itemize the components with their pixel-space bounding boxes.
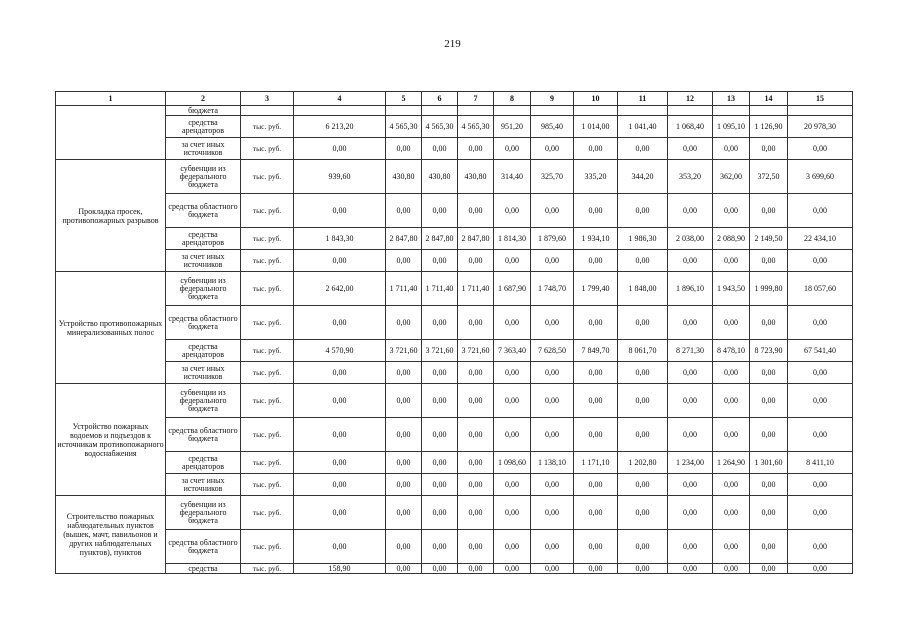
column-header-9: 9 bbox=[531, 92, 574, 106]
value-cell: 0,00 bbox=[294, 496, 386, 530]
value-cell: 0,00 bbox=[494, 250, 531, 272]
value-cell: 344,20 bbox=[618, 160, 668, 194]
value-cell: 0,00 bbox=[618, 384, 668, 418]
value-cell: 0,00 bbox=[668, 362, 713, 384]
value-cell: 430,80 bbox=[422, 160, 458, 194]
value-cell: 0,00 bbox=[788, 362, 853, 384]
value-cell: 1 202,80 bbox=[618, 452, 668, 474]
unit-cell: тыс. руб. bbox=[241, 228, 294, 250]
value-cell: 0,00 bbox=[618, 496, 668, 530]
value-cell: 0,00 bbox=[713, 564, 750, 574]
value-cell: 0,00 bbox=[458, 384, 494, 418]
table-row bbox=[56, 340, 853, 362]
value-cell: 1 014,00 bbox=[574, 116, 618, 138]
value-cell: 1 711,40 bbox=[386, 272, 422, 306]
value-cell: 1 843,30 bbox=[294, 228, 386, 250]
value-cell: 0,00 bbox=[386, 564, 422, 574]
value-cell: 0,00 bbox=[788, 250, 853, 272]
value-cell: 18 057,60 bbox=[788, 272, 853, 306]
value-cell: 1 999,80 bbox=[750, 272, 788, 306]
table-row bbox=[56, 228, 853, 250]
value-cell bbox=[574, 106, 618, 116]
value-cell: 1 711,40 bbox=[458, 272, 494, 306]
value-cell: 6 213,20 bbox=[294, 116, 386, 138]
value-cell: 3 721,60 bbox=[458, 340, 494, 362]
value-cell: 1 986,30 bbox=[618, 228, 668, 250]
value-cell: 985,40 bbox=[531, 116, 574, 138]
funding-source: субвенции из федерального бюджета bbox=[166, 272, 241, 306]
value-cell: 0,00 bbox=[494, 496, 531, 530]
activity-name bbox=[56, 106, 166, 160]
value-cell: 0,00 bbox=[668, 138, 713, 160]
value-cell: 8 723,90 bbox=[750, 340, 788, 362]
value-cell: 7 849,70 bbox=[574, 340, 618, 362]
value-cell: 0,00 bbox=[574, 306, 618, 340]
value-cell: 0,00 bbox=[574, 530, 618, 564]
table-row bbox=[56, 452, 853, 474]
value-cell: 0,00 bbox=[458, 306, 494, 340]
table-row bbox=[56, 160, 853, 194]
unit-cell: тыс. руб. bbox=[241, 362, 294, 384]
value-cell: 1 879,60 bbox=[531, 228, 574, 250]
value-cell: 0,00 bbox=[386, 474, 422, 496]
value-cell: 0,00 bbox=[494, 564, 531, 574]
value-cell: 1 687,90 bbox=[494, 272, 531, 306]
value-cell: 2 847,80 bbox=[422, 228, 458, 250]
funding-source: средства арендаторов bbox=[166, 228, 241, 250]
value-cell: 0,00 bbox=[574, 474, 618, 496]
value-cell bbox=[668, 106, 713, 116]
value-cell: 353,20 bbox=[668, 160, 713, 194]
value-cell: 335,20 bbox=[574, 160, 618, 194]
value-cell: 1 711,40 bbox=[422, 272, 458, 306]
value-cell: 0,00 bbox=[668, 530, 713, 564]
value-cell: 1 848,00 bbox=[618, 272, 668, 306]
table-row bbox=[56, 250, 853, 272]
table-row bbox=[56, 496, 853, 530]
value-cell: 0,00 bbox=[494, 530, 531, 564]
value-cell: 4 565,30 bbox=[386, 116, 422, 138]
value-cell: 0,00 bbox=[531, 564, 574, 574]
value-cell: 0,00 bbox=[574, 250, 618, 272]
value-cell: 0,00 bbox=[458, 362, 494, 384]
column-header-14: 14 bbox=[750, 92, 788, 106]
value-cell: 0,00 bbox=[422, 496, 458, 530]
table-row bbox=[56, 272, 853, 306]
value-cell: 0,00 bbox=[494, 306, 531, 340]
value-cell: 1 126,90 bbox=[750, 116, 788, 138]
value-cell: 0,00 bbox=[531, 418, 574, 452]
value-cell: 1 264,90 bbox=[713, 452, 750, 474]
value-cell: 1 934,10 bbox=[574, 228, 618, 250]
value-cell bbox=[422, 106, 458, 116]
value-cell: 7 363,40 bbox=[494, 340, 531, 362]
value-cell: 0,00 bbox=[531, 362, 574, 384]
value-cell: 362,00 bbox=[713, 160, 750, 194]
value-cell: 0,00 bbox=[574, 564, 618, 574]
value-cell: 0,00 bbox=[531, 138, 574, 160]
value-cell: 430,80 bbox=[386, 160, 422, 194]
value-cell: 0,00 bbox=[294, 418, 386, 452]
value-cell: 0,00 bbox=[294, 306, 386, 340]
value-cell: 0,00 bbox=[668, 306, 713, 340]
value-cell bbox=[750, 106, 788, 116]
value-cell: 0,00 bbox=[422, 194, 458, 228]
unit-cell: тыс. руб. bbox=[241, 384, 294, 418]
column-header-3: 3 bbox=[241, 92, 294, 106]
value-cell: 0,00 bbox=[713, 138, 750, 160]
column-header-11: 11 bbox=[618, 92, 668, 106]
value-cell: 0,00 bbox=[750, 250, 788, 272]
value-cell: 0,00 bbox=[713, 496, 750, 530]
unit-cell: тыс. руб. bbox=[241, 160, 294, 194]
value-cell: 0,00 bbox=[618, 564, 668, 574]
funding-source: за счет иных источников bbox=[166, 138, 241, 160]
value-cell: 0,00 bbox=[668, 194, 713, 228]
value-cell: 0,00 bbox=[713, 418, 750, 452]
value-cell: 0,00 bbox=[668, 496, 713, 530]
column-header-8: 8 bbox=[494, 92, 531, 106]
value-cell: 8 061,70 bbox=[618, 340, 668, 362]
value-cell: 0,00 bbox=[750, 496, 788, 530]
unit-cell bbox=[241, 106, 294, 116]
table-row bbox=[56, 306, 853, 340]
value-cell: 0,00 bbox=[788, 194, 853, 228]
value-cell: 0,00 bbox=[386, 138, 422, 160]
value-cell: 0,00 bbox=[494, 362, 531, 384]
column-header-5: 5 bbox=[386, 92, 422, 106]
funding-source: средства областного бюджета bbox=[166, 530, 241, 564]
funding-source: средства областного бюджета bbox=[166, 306, 241, 340]
value-cell: 0,00 bbox=[458, 250, 494, 272]
value-cell: 0,00 bbox=[294, 138, 386, 160]
funding-source: субвенции из федерального бюджета bbox=[166, 496, 241, 530]
value-cell bbox=[494, 106, 531, 116]
value-cell: 0,00 bbox=[618, 362, 668, 384]
value-cell: 0,00 bbox=[422, 452, 458, 474]
value-cell bbox=[386, 106, 422, 116]
value-cell: 1 234,00 bbox=[668, 452, 713, 474]
column-header-12: 12 bbox=[668, 92, 713, 106]
value-cell: 0,00 bbox=[531, 306, 574, 340]
value-cell: 430,80 bbox=[458, 160, 494, 194]
column-header-13: 13 bbox=[713, 92, 750, 106]
value-cell: 0,00 bbox=[668, 474, 713, 496]
value-cell: 0,00 bbox=[668, 418, 713, 452]
funding-source: за счет иных источников bbox=[166, 362, 241, 384]
value-cell: 0,00 bbox=[750, 362, 788, 384]
funding-source: бюджета bbox=[166, 106, 241, 116]
value-cell: 0,00 bbox=[750, 194, 788, 228]
value-cell bbox=[531, 106, 574, 116]
value-cell: 0,00 bbox=[422, 138, 458, 160]
value-cell: 4 565,30 bbox=[422, 116, 458, 138]
unit-cell: тыс. руб. bbox=[241, 194, 294, 228]
funding-source: за счет иных источников bbox=[166, 250, 241, 272]
funding-source: средства областного бюджета bbox=[166, 418, 241, 452]
value-cell: 0,00 bbox=[458, 474, 494, 496]
value-cell: 0,00 bbox=[494, 384, 531, 418]
value-cell: 0,00 bbox=[386, 250, 422, 272]
funding-source: средства bbox=[166, 564, 241, 574]
table-row bbox=[56, 564, 853, 574]
value-cell: 2 847,80 bbox=[458, 228, 494, 250]
value-cell: 0,00 bbox=[788, 474, 853, 496]
value-cell: 0,00 bbox=[713, 474, 750, 496]
value-cell: 0,00 bbox=[386, 194, 422, 228]
activity-name: Строительство пожарных наблюдательных пунктов (вышек, мачт, павильонов и других наблюдательных пунктов), пунктов bbox=[56, 496, 166, 574]
column-header-6: 6 bbox=[422, 92, 458, 106]
value-cell: 0,00 bbox=[294, 530, 386, 564]
activity-name: Устройство пожарных водоемов и подъездов к источникам противопожарного водоснабжения bbox=[56, 384, 166, 496]
value-cell: 0,00 bbox=[788, 496, 853, 530]
value-cell: 0,00 bbox=[618, 194, 668, 228]
value-cell bbox=[618, 106, 668, 116]
value-cell: 22 434,10 bbox=[788, 228, 853, 250]
value-cell: 8 271,30 bbox=[668, 340, 713, 362]
value-cell: 0,00 bbox=[386, 306, 422, 340]
value-cell: 0,00 bbox=[422, 418, 458, 452]
value-cell: 3 721,60 bbox=[422, 340, 458, 362]
value-cell: 0,00 bbox=[386, 452, 422, 474]
value-cell: 4 570,90 bbox=[294, 340, 386, 362]
unit-cell: тыс. руб. bbox=[241, 340, 294, 362]
funding-source: средства арендаторов bbox=[166, 452, 241, 474]
value-cell: 0,00 bbox=[458, 194, 494, 228]
value-cell: 1 095,10 bbox=[713, 116, 750, 138]
value-cell bbox=[788, 106, 853, 116]
value-cell: 0,00 bbox=[750, 530, 788, 564]
value-cell: 0,00 bbox=[713, 530, 750, 564]
column-header-1: 1 bbox=[56, 92, 166, 106]
page-number: 219 bbox=[444, 38, 461, 50]
value-cell: 0,00 bbox=[494, 418, 531, 452]
value-cell: 0,00 bbox=[750, 384, 788, 418]
unit-cell: тыс. руб. bbox=[241, 452, 294, 474]
funding-source: средства областного бюджета bbox=[166, 194, 241, 228]
column-header-2: 2 bbox=[166, 92, 241, 106]
value-cell: 0,00 bbox=[458, 138, 494, 160]
value-cell: 0,00 bbox=[458, 496, 494, 530]
value-cell: 2 642,00 bbox=[294, 272, 386, 306]
value-cell: 0,00 bbox=[422, 362, 458, 384]
column-header-7: 7 bbox=[458, 92, 494, 106]
value-cell: 1 748,70 bbox=[531, 272, 574, 306]
value-cell: 0,00 bbox=[422, 250, 458, 272]
activity-name: Прокладка просек, противопожарных разрывов bbox=[56, 160, 166, 272]
value-cell: 2 088,90 bbox=[713, 228, 750, 250]
table-row bbox=[56, 418, 853, 452]
value-cell: 0,00 bbox=[494, 138, 531, 160]
value-cell: 0,00 bbox=[788, 306, 853, 340]
value-cell: 0,00 bbox=[788, 530, 853, 564]
unit-cell: тыс. руб. bbox=[241, 564, 294, 574]
value-cell: 0,00 bbox=[386, 496, 422, 530]
unit-cell: тыс. руб. bbox=[241, 496, 294, 530]
value-cell: 0,00 bbox=[531, 384, 574, 418]
value-cell: 0,00 bbox=[788, 418, 853, 452]
table-row bbox=[56, 194, 853, 228]
value-cell: 20 978,30 bbox=[788, 116, 853, 138]
funding-source: средства арендаторов bbox=[166, 116, 241, 138]
value-cell: 0,00 bbox=[713, 362, 750, 384]
value-cell: 0,00 bbox=[531, 530, 574, 564]
value-cell: 0,00 bbox=[618, 474, 668, 496]
unit-cell: тыс. руб. bbox=[241, 306, 294, 340]
value-cell: 0,00 bbox=[422, 474, 458, 496]
value-cell: 0,00 bbox=[531, 496, 574, 530]
value-cell: 0,00 bbox=[458, 418, 494, 452]
value-cell bbox=[294, 106, 386, 116]
value-cell: 0,00 bbox=[531, 474, 574, 496]
value-cell: 0,00 bbox=[574, 384, 618, 418]
value-cell: 0,00 bbox=[531, 194, 574, 228]
value-cell: 0,00 bbox=[750, 564, 788, 574]
value-cell: 0,00 bbox=[494, 474, 531, 496]
value-cell: 0,00 bbox=[574, 496, 618, 530]
column-header-15: 15 bbox=[788, 92, 853, 106]
value-cell: 0,00 bbox=[713, 384, 750, 418]
value-cell: 3 721,60 bbox=[386, 340, 422, 362]
value-cell: 7 628,50 bbox=[531, 340, 574, 362]
value-cell: 0,00 bbox=[294, 250, 386, 272]
value-cell: 1 138,10 bbox=[531, 452, 574, 474]
value-cell: 0,00 bbox=[422, 564, 458, 574]
value-cell: 1 799,40 bbox=[574, 272, 618, 306]
value-cell: 0,00 bbox=[618, 138, 668, 160]
table-row bbox=[56, 474, 853, 496]
value-cell: 0,00 bbox=[422, 306, 458, 340]
value-cell: 4 565,30 bbox=[458, 116, 494, 138]
value-cell: 0,00 bbox=[386, 418, 422, 452]
value-cell: 0,00 bbox=[458, 564, 494, 574]
table-row bbox=[56, 362, 853, 384]
value-cell: 8 478,10 bbox=[713, 340, 750, 362]
value-cell: 1 098,60 bbox=[494, 452, 531, 474]
activity-name: Устройство противопожарных минерализованных полос bbox=[56, 272, 166, 384]
table-row bbox=[56, 384, 853, 418]
value-cell: 0,00 bbox=[294, 362, 386, 384]
value-cell: 0,00 bbox=[494, 194, 531, 228]
value-cell: 0,00 bbox=[574, 362, 618, 384]
value-cell: 0,00 bbox=[422, 384, 458, 418]
value-cell: 0,00 bbox=[668, 250, 713, 272]
value-cell: 951,20 bbox=[494, 116, 531, 138]
value-cell: 1 171,10 bbox=[574, 452, 618, 474]
value-cell: 325,70 bbox=[531, 160, 574, 194]
value-cell: 0,00 bbox=[788, 564, 853, 574]
value-cell: 2 847,80 bbox=[386, 228, 422, 250]
value-cell: 0,00 bbox=[386, 530, 422, 564]
table-row bbox=[56, 106, 853, 116]
value-cell: 0,00 bbox=[750, 474, 788, 496]
value-cell: 0,00 bbox=[788, 138, 853, 160]
budget-table bbox=[55, 91, 853, 574]
unit-cell: тыс. руб. bbox=[241, 116, 294, 138]
value-cell: 1 041,40 bbox=[618, 116, 668, 138]
value-cell: 1 896,10 bbox=[668, 272, 713, 306]
value-cell: 0,00 bbox=[618, 418, 668, 452]
value-cell: 8 411,10 bbox=[788, 452, 853, 474]
value-cell: 0,00 bbox=[531, 250, 574, 272]
value-cell: 0,00 bbox=[422, 530, 458, 564]
value-cell: 1 301,60 bbox=[750, 452, 788, 474]
unit-cell: тыс. руб. bbox=[241, 474, 294, 496]
funding-source: за счет иных источников bbox=[166, 474, 241, 496]
value-cell: 3 699,60 bbox=[788, 160, 853, 194]
unit-cell: тыс. руб. bbox=[241, 250, 294, 272]
unit-cell: тыс. руб. bbox=[241, 272, 294, 306]
value-cell: 1 943,50 bbox=[713, 272, 750, 306]
funding-source: субвенции из федерального бюджета bbox=[166, 384, 241, 418]
value-cell: 0,00 bbox=[294, 474, 386, 496]
value-cell: 1 814,30 bbox=[494, 228, 531, 250]
column-header-4: 4 bbox=[294, 92, 386, 106]
value-cell bbox=[713, 106, 750, 116]
value-cell: 1 068,40 bbox=[668, 116, 713, 138]
value-cell: 0,00 bbox=[458, 452, 494, 474]
value-cell: 0,00 bbox=[294, 194, 386, 228]
value-cell: 0,00 bbox=[574, 418, 618, 452]
header-row bbox=[56, 92, 853, 106]
value-cell: 0,00 bbox=[713, 194, 750, 228]
value-cell: 0,00 bbox=[458, 530, 494, 564]
value-cell: 0,00 bbox=[574, 138, 618, 160]
table-row bbox=[56, 138, 853, 160]
unit-cell: тыс. руб. bbox=[241, 530, 294, 564]
table-row bbox=[56, 116, 853, 138]
value-cell: 0,00 bbox=[713, 306, 750, 340]
value-cell: 0,00 bbox=[788, 384, 853, 418]
value-cell: 2 038,00 bbox=[668, 228, 713, 250]
value-cell bbox=[458, 106, 494, 116]
value-cell: 372,50 bbox=[750, 160, 788, 194]
table-body bbox=[56, 106, 853, 574]
value-cell: 0,00 bbox=[618, 250, 668, 272]
table-row bbox=[56, 530, 853, 564]
funding-source: средства арендаторов bbox=[166, 340, 241, 362]
value-cell: 939,60 bbox=[294, 160, 386, 194]
value-cell: 314,40 bbox=[494, 160, 531, 194]
unit-cell: тыс. руб. bbox=[241, 138, 294, 160]
value-cell: 0,00 bbox=[713, 250, 750, 272]
value-cell: 0,00 bbox=[618, 306, 668, 340]
funding-source: субвенции из федерального бюджета bbox=[166, 160, 241, 194]
value-cell: 0,00 bbox=[668, 384, 713, 418]
value-cell: 0,00 bbox=[750, 306, 788, 340]
value-cell: 0,00 bbox=[618, 530, 668, 564]
value-cell: 0,00 bbox=[668, 564, 713, 574]
unit-cell: тыс. руб. bbox=[241, 418, 294, 452]
value-cell: 0,00 bbox=[574, 194, 618, 228]
column-header-10: 10 bbox=[574, 92, 618, 106]
value-cell: 158,90 bbox=[294, 564, 386, 574]
value-cell: 0,00 bbox=[386, 384, 422, 418]
value-cell: 0,00 bbox=[294, 384, 386, 418]
value-cell: 0,00 bbox=[386, 362, 422, 384]
value-cell: 0,00 bbox=[750, 418, 788, 452]
value-cell: 0,00 bbox=[294, 452, 386, 474]
value-cell: 0,00 bbox=[750, 138, 788, 160]
value-cell: 67 541,40 bbox=[788, 340, 853, 362]
value-cell: 2 149,50 bbox=[750, 228, 788, 250]
